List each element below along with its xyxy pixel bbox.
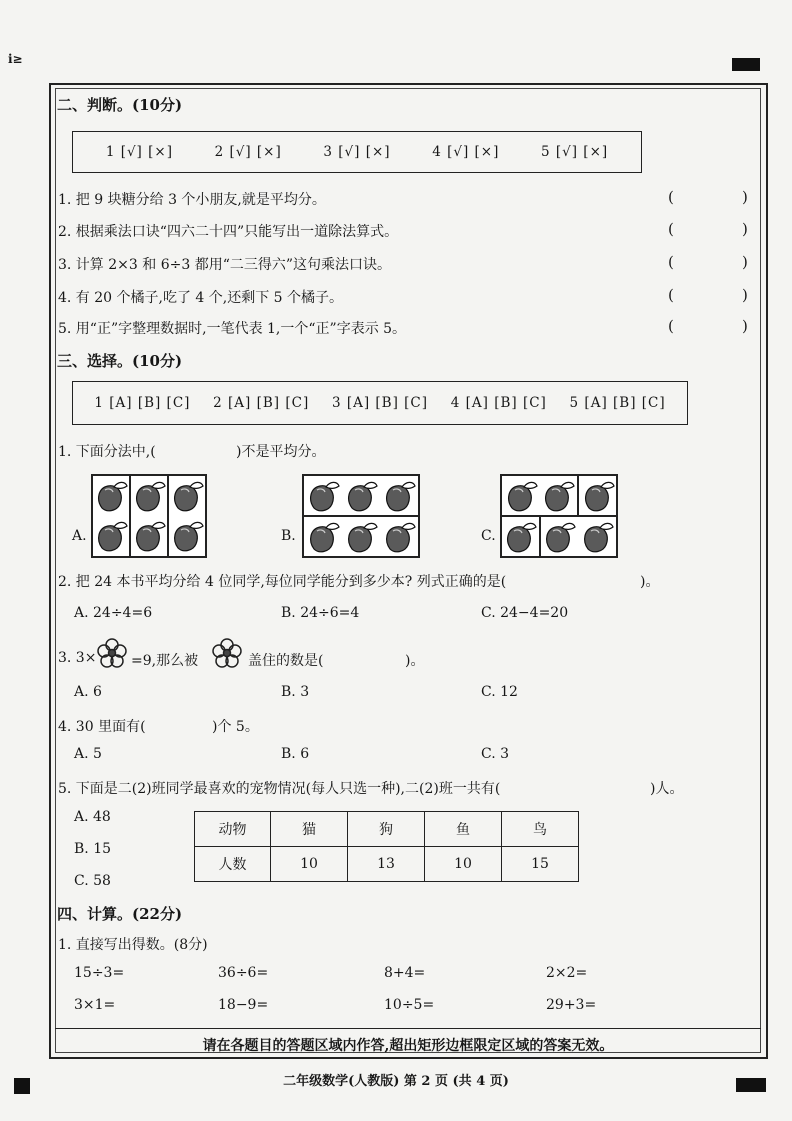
choice-q4-option-b: B. 6 [281, 746, 310, 762]
judge-option-3[interactable]: 3 [√] [×] [323, 144, 391, 160]
pet-table-header-cell: 猫 [271, 812, 348, 847]
calc-item: 3×1= [74, 997, 116, 1013]
choice-q3-option-b: B. 3 [281, 684, 310, 700]
choice-option-1[interactable]: 1 [A] [B] [C] [94, 395, 191, 411]
choice-q3-text-a: 3. 3× [58, 650, 97, 666]
choice-q2-option-b: B. 24÷6=4 [281, 605, 360, 621]
calc-item: 15÷3= [74, 965, 125, 981]
mango-icon [303, 516, 342, 557]
judge-paren-open-5: ( [668, 317, 674, 335]
choice-q4-text-before: 4. 30 里面有( [58, 719, 146, 735]
choice-option-4[interactable]: 4 [A] [B] [C] [450, 395, 547, 411]
choice-q4-text-after: )个 5。 [212, 719, 259, 735]
judge-paren-close-4: ) [742, 286, 748, 304]
judge-paren-open-4: ( [668, 286, 674, 304]
judge-paren-open-2: ( [668, 220, 674, 238]
calc-item: 18−9= [218, 997, 269, 1013]
section3-title: 三、选择。(10分) [57, 352, 183, 370]
section3-answer-box [72, 381, 688, 425]
choice-q1-text-before: 1. 下面分法中,( [58, 444, 156, 460]
choice-q3-option-c: C. 12 [481, 684, 518, 700]
registration-mark-top-right [732, 58, 760, 71]
pet-table-cell: 10 [271, 847, 348, 882]
pet-table-cell: 13 [348, 847, 425, 882]
choice-q1-text-after: )不是平均分。 [236, 444, 326, 460]
mango-icon [578, 475, 617, 516]
page-corner-text: i≥ [8, 52, 23, 66]
choice-option-5[interactable]: 5 [A] [B] [C] [569, 395, 666, 411]
judge-paren-open-1: ( [668, 188, 674, 206]
choice-q2-text: 2. 把 24 本书平均分给 4 位同学,每位同学能分到多少本? 列式正确的是( [58, 574, 507, 590]
mango-icon [92, 516, 130, 557]
page-footer: 二年级数学(人教版) 第 2 页 (共 4 页) [283, 1074, 509, 1089]
choice-q4-option-c: C. 3 [481, 746, 510, 762]
pet-table-header-cell: 狗 [348, 812, 425, 847]
judge-question-2: 2. 根据乘法口诀“四六二十四”只能写出一道除法算式。 [58, 224, 399, 240]
pet-table-cell: 15 [502, 847, 579, 882]
mango-icon [168, 516, 206, 557]
mango-icon [501, 516, 540, 557]
mango-icon [92, 475, 130, 516]
judge-option-4[interactable]: 4 [√] [×] [432, 144, 500, 160]
choice-q5-option-b: B. 15 [74, 841, 112, 857]
judge-question-1: 1. 把 9 块糖分给 3 个小朋友,就是平均分。 [58, 192, 326, 208]
choice-q3-text-c: 盖住的数是( [248, 653, 324, 669]
section2-title: 二、判断。(10分) [57, 96, 183, 114]
mango-icon [342, 475, 381, 516]
judge-paren-close-2: ) [742, 220, 748, 238]
pet-table-cell: 10 [425, 847, 502, 882]
judge-option-2[interactable]: 2 [√] [×] [214, 144, 282, 160]
choice-q2-text-after: )。 [640, 574, 660, 590]
calc-item: 36÷6= [218, 965, 269, 981]
mango-icon [380, 516, 419, 557]
pet-table-header-cell: 鸟 [502, 812, 579, 847]
mango-icon [130, 516, 168, 557]
judge-option-5[interactable]: 5 [√] [×] [541, 144, 609, 160]
answer-area-notice: 请在各题目的答题区域内作答,超出矩形边框限定区域的答案无效。 [55, 1028, 761, 1055]
section2-answer-box [72, 131, 642, 173]
choice-q5-option-c: C. 58 [74, 873, 111, 889]
choice-q5-text-before: 5. 下面是二(2)班同学最喜欢的宠物情况(每人只选一种),二(2)班一共有( [58, 781, 501, 797]
mango-icon [303, 475, 342, 516]
choice-q1-label-a: A. [72, 528, 87, 544]
mango-grid-a [91, 474, 207, 558]
judge-paren-open-3: ( [668, 253, 674, 271]
choice-q2-option-a: A. 24÷4=6 [74, 605, 153, 621]
judge-paren-close-3: ) [742, 253, 748, 271]
pet-table-data-row [195, 847, 579, 882]
mango-icon [540, 475, 579, 516]
choice-q3-text-d: )。 [405, 653, 425, 669]
choice-option-3[interactable]: 3 [A] [B] [C] [331, 395, 429, 411]
pet-table-header-cell: 鱼 [425, 812, 502, 847]
choice-q3-text-b: =9,那么被 [131, 653, 199, 669]
flower-icon-2 [211, 637, 243, 669]
mango-icon [501, 475, 540, 516]
pet-table-header-row [195, 812, 579, 847]
section4-sub1: 1. 直接写出得数。(8分) [58, 937, 208, 953]
calc-item: 10÷5= [384, 997, 435, 1013]
pet-table [194, 811, 579, 882]
mango-icon [130, 475, 168, 516]
calc-item: 2×2= [546, 965, 588, 981]
judge-question-4: 4. 有 20 个橘子,吃了 4 个,还剩下 5 个橘子。 [58, 290, 344, 306]
pet-table-header-cell: 动物 [195, 812, 271, 847]
pet-table-cell: 人数 [195, 847, 271, 882]
mango-grid-b [302, 474, 420, 558]
judge-paren-close-5: ) [742, 317, 748, 335]
calc-item: 8+4= [384, 965, 426, 981]
mango-grid-c [500, 474, 618, 558]
choice-q4-option-a: A. 5 [74, 746, 102, 762]
mango-icon [578, 516, 617, 557]
choice-option-2[interactable]: 2 [A] [B] [C] [213, 395, 310, 411]
flower-icon [96, 637, 128, 669]
choice-q2-option-c: C. 24−4=20 [481, 605, 569, 621]
choice-q1-label-b: B. [281, 528, 296, 544]
mango-icon [342, 516, 381, 557]
mango-icon [540, 516, 579, 557]
judge-paren-close-1: ) [742, 188, 748, 206]
section4-title: 四、计算。(22分) [57, 905, 183, 923]
mango-icon [168, 475, 206, 516]
mango-icon [380, 475, 419, 516]
judge-question-5: 5. 用“正”字整理数据时,一笔代表 1,一个“正”字表示 5。 [58, 321, 407, 337]
judge-question-3: 3. 计算 2×3 和 6÷3 都用“二三得六”这句乘法口诀。 [58, 257, 392, 273]
choice-q1-label-c: C. [481, 528, 496, 544]
choice-q5-text-after: )人。 [650, 781, 684, 797]
calc-item: 29+3= [546, 997, 597, 1013]
judge-option-1[interactable]: 1 [√] [×] [105, 144, 173, 160]
choice-q5-option-a: A. 48 [74, 809, 111, 825]
choice-q3-option-a: A. 6 [74, 684, 102, 700]
